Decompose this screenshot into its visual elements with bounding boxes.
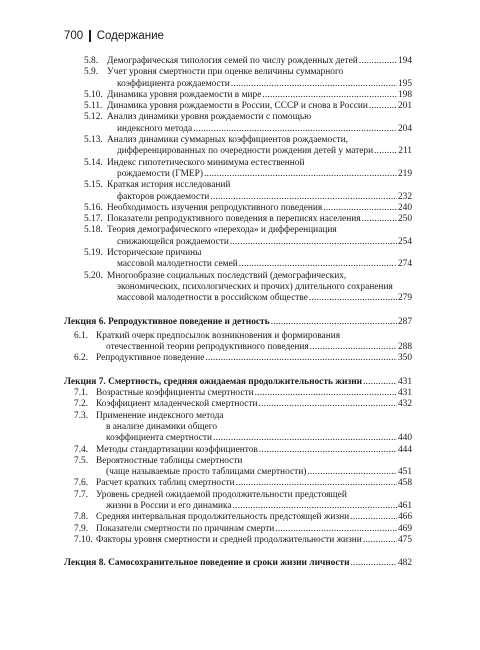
- toc-entry-title: факторов рождаемости: [117, 191, 210, 202]
- toc-entry-title: дифференцированных по очередности рождения детей у матери: [117, 146, 374, 157]
- toc-entry-page: 232: [397, 191, 412, 202]
- lecture-page: 431: [397, 376, 412, 387]
- toc-entry[interactable]: [0, 271, 480, 305]
- dot-leader: [363, 377, 397, 388]
- toc-entry-title: Необходимость изучения репродуктивного поведения: [107, 202, 323, 213]
- toc-entry-title: Демографическая типология семей по числу рожденных детей: [107, 56, 358, 66]
- toc-entry-page: 444: [397, 444, 412, 455]
- toc-entry-title: Факторы уровня смертности и средней продолжительности жизни: [96, 534, 362, 545]
- lecture-page: 482: [397, 558, 412, 569]
- toc-entry-number: 5.14.: [84, 157, 103, 168]
- toc-entry-title: массовой малодетности семей: [117, 259, 238, 270]
- toc-entry[interactable]: [0, 535, 480, 546]
- toc-entry-number: 7.7.: [74, 489, 89, 500]
- toc-entry-number: 7.4.: [74, 444, 89, 455]
- running-header: [64, 29, 164, 43]
- lecture-heading[interactable]: [0, 317, 480, 328]
- toc-entry-title: Учет уровня смертности при оценке величины суммарного: [107, 67, 344, 78]
- dot-leader: [204, 169, 397, 180]
- toc-entry-page: 475: [397, 534, 412, 545]
- dot-leader: [369, 101, 397, 112]
- toc-entry-page: 201: [397, 101, 412, 112]
- toc-entry-number: 5.8.: [84, 56, 99, 66]
- toc-entry-number: 7.2.: [74, 399, 89, 410]
- toc-entry-number: 5.19.: [84, 248, 103, 259]
- dot-leader: [323, 203, 397, 214]
- toc-entry-page: 204: [397, 123, 412, 134]
- toc-entry-number: 7.1.: [74, 388, 89, 399]
- toc-entry-page: 466: [397, 512, 412, 523]
- toc-entry-title: Динамика уровня рождаемости в мире: [107, 89, 262, 100]
- toc-entry-number: 5.13.: [84, 135, 103, 146]
- toc-entry[interactable]: [0, 411, 480, 445]
- toc-entry[interactable]: [0, 101, 480, 112]
- toc-entry-title: Многообразие социальных последствий (демографических,: [107, 270, 347, 281]
- toc-entry-number: 5.12.: [84, 112, 103, 123]
- toc-entry[interactable]: [0, 135, 480, 158]
- toc-entry-title: Применение индексного метода: [96, 410, 224, 421]
- toc-entry[interactable]: [0, 388, 480, 399]
- toc-entry[interactable]: [0, 399, 480, 410]
- toc-entry-page: 350: [397, 353, 412, 364]
- lecture-title: Лекция 8. Самосохранительное поведение и сроки жизни личности: [64, 558, 350, 569]
- dot-leader: [351, 558, 397, 569]
- lecture-page: 287: [397, 316, 412, 327]
- dot-leader: [259, 445, 397, 456]
- dot-leader: [193, 124, 397, 135]
- lecture-title: Лекция 7. Смертность, средняя ожидаемая продолжительность жизни: [64, 376, 363, 387]
- toc-entry-number: 7.9.: [74, 523, 89, 534]
- toc-entry-page: 440: [397, 433, 412, 444]
- toc-entry-title: жизни в России и его динамика: [106, 500, 232, 511]
- dot-leader: [310, 342, 397, 353]
- toc-entry[interactable]: [0, 248, 480, 271]
- toc-entry-page: 194: [397, 56, 412, 66]
- toc-entry[interactable]: [0, 490, 480, 513]
- toc-entry-title: Анализ динамики уровня рождаемости с помощью: [107, 112, 312, 123]
- toc-entry[interactable]: [0, 214, 480, 225]
- toc-entry[interactable]: [0, 67, 480, 90]
- lecture-heading[interactable]: [0, 558, 480, 569]
- toc-entry-title: снижающейся рождаемости: [117, 236, 229, 247]
- toc-entry-page: 279: [397, 293, 412, 304]
- toc-entry-title: Коэффициент младенческой смертности: [96, 399, 258, 410]
- header-section-title: Содержание: [96, 30, 164, 42]
- toc-entry-page: 288: [397, 342, 412, 353]
- toc-entry-title: (чаще называемые просто таблицами смертности): [106, 467, 307, 478]
- section-spacer: [0, 546, 480, 558]
- toc-entry-number: 7.8.: [74, 512, 89, 523]
- dot-leader: [213, 433, 397, 444]
- dot-leader: [210, 192, 397, 203]
- toc-entry-title: Средняя интервальная продолжительность предстоящей жизни: [96, 512, 350, 523]
- toc-entry[interactable]: [0, 445, 480, 456]
- toc-entry-number: 5.17.: [84, 214, 103, 225]
- toc-entry-number: 5.11.: [84, 101, 103, 112]
- toc-entry[interactable]: [0, 512, 480, 523]
- toc-entry-number: 5.15.: [84, 180, 103, 191]
- toc-entry-title: Краткий очерк предпосылок возникновения и формирования: [96, 330, 341, 341]
- toc-entry-number: 5.9.: [84, 67, 99, 78]
- toc-entry-number: 5.10.: [84, 89, 103, 100]
- toc-entry-title: Методы стандартизации коэффициентов: [96, 444, 258, 455]
- toc-entry-number: 5.18.: [84, 225, 103, 236]
- toc-entry-number: 7.6.: [74, 478, 89, 489]
- toc-entry-number: 6.2.: [74, 353, 89, 364]
- toc-entry-number: 7.10.: [74, 534, 93, 545]
- dot-leader: [362, 214, 397, 225]
- toc-entry[interactable]: [0, 353, 480, 364]
- toc-entry-number: 5.20.: [84, 270, 103, 281]
- section-spacer: [0, 305, 480, 317]
- toc-entry-page: 274: [397, 259, 412, 270]
- toc-entry-page: 432: [397, 399, 412, 410]
- dot-leader: [236, 478, 397, 489]
- toc-entry-title: Исторические причины: [107, 248, 202, 259]
- toc-entry-title: Расчет кратких таблиц смертности: [96, 478, 235, 489]
- toc-entry-title: в анализе динамики общего: [106, 421, 218, 432]
- dot-leader: [262, 90, 397, 101]
- toc-entry-page: 240: [397, 202, 412, 213]
- dot-leader: [205, 353, 397, 364]
- toc-entry-title: рождаемости (ГМЕР): [117, 168, 203, 179]
- toc-entry-page: 461: [397, 500, 412, 511]
- toc-entry[interactable]: [0, 56, 480, 67]
- toc-entry[interactable]: [0, 456, 480, 479]
- toc-entry-title: индексного метода: [117, 123, 193, 134]
- toc-entry[interactable]: [0, 478, 480, 489]
- section-spacer: [0, 365, 480, 377]
- toc-entry-title: Динамика уровня рождаемости в России, СССР и снова в России: [107, 101, 368, 112]
- toc-entry-title: Вероятностные таблицы смертности: [96, 455, 243, 466]
- dot-leader: [359, 56, 397, 67]
- toc-entry[interactable]: [0, 203, 480, 214]
- toc-entry-title: отечественной теории репродуктивного поведения: [106, 342, 309, 353]
- dot-leader: [363, 535, 397, 546]
- toc-entry-title: Индекс гипотетического минимума естественной: [107, 157, 305, 168]
- lecture-heading[interactable]: [0, 377, 480, 388]
- lecture-title: Лекция 6. Репродуктивное поведение и детность: [64, 316, 270, 327]
- toc-entry-page: 254: [397, 236, 412, 247]
- dot-leader: [259, 399, 397, 410]
- page-number: 700: [64, 30, 84, 42]
- toc-entry[interactable]: [0, 158, 480, 181]
- toc-entry-page: 451: [397, 467, 412, 478]
- toc-entry-page: 219: [397, 168, 412, 179]
- toc-entry-title: Теория демографического «перехода» и дифференциация: [107, 225, 337, 236]
- toc-entry-title: коэффициента рождаемости: [117, 78, 230, 89]
- dot-leader: [275, 524, 397, 535]
- toc-entry-title: Показатели репродуктивного поведения в переписях населения: [107, 214, 361, 225]
- toc-entry-page: 469: [397, 523, 412, 534]
- toc-entry-page: 211: [398, 146, 412, 157]
- toc-entry[interactable]: [0, 331, 480, 354]
- toc-entry-number: 7.3.: [74, 410, 89, 421]
- header-divider: [89, 30, 91, 42]
- dot-leader: [255, 388, 397, 399]
- toc-entry[interactable]: [0, 180, 480, 203]
- toc-entry-number: 6.1.: [74, 330, 89, 341]
- toc-entry[interactable]: [0, 225, 480, 248]
- toc-entry-page: 250: [397, 214, 412, 225]
- dot-leader: [309, 293, 397, 304]
- toc-entry-page: 195: [397, 78, 412, 89]
- toc-entry-title: Анализ динамики суммарных коэффициентов рождаемости,: [107, 135, 348, 146]
- dot-leader: [271, 317, 397, 328]
- toc-entry-title: Показатели смертности по причинам смерти: [96, 523, 275, 534]
- dot-leader: [230, 237, 397, 248]
- toc-entry[interactable]: [0, 524, 480, 535]
- toc-entry[interactable]: [0, 90, 480, 101]
- toc-entry-number: 5.16.: [84, 202, 103, 213]
- toc-entry-title: Возрастные коэффициенты смертности: [96, 388, 254, 399]
- toc-entry-page: 431: [397, 388, 412, 399]
- toc-entry-title: экономических, психологических и прочих) длительного сохранения: [117, 281, 393, 292]
- dot-leader: [374, 146, 397, 157]
- toc-entry-title: Уровень средней ожидаемой продолжительности предстоящей: [96, 489, 347, 500]
- toc-entry-title: Краткая история исследований: [107, 180, 231, 191]
- table-of-contents: [0, 56, 480, 569]
- dot-leader: [231, 79, 397, 90]
- toc-entry-title: массовой малодетности в российском обществе: [117, 293, 308, 304]
- dot-leader: [239, 259, 397, 270]
- dot-leader: [350, 512, 397, 523]
- toc-entry-page: 198: [397, 89, 412, 100]
- dot-leader: [233, 501, 397, 512]
- toc-entry-title: коэффициента смертности: [106, 433, 213, 444]
- toc-entry-title: Репродуктивное поведение: [96, 353, 205, 364]
- dot-leader: [307, 467, 397, 478]
- toc-entry[interactable]: [0, 112, 480, 135]
- toc-entry-page: 458: [397, 478, 412, 489]
- toc-entry-number: 7.5.: [74, 455, 89, 466]
